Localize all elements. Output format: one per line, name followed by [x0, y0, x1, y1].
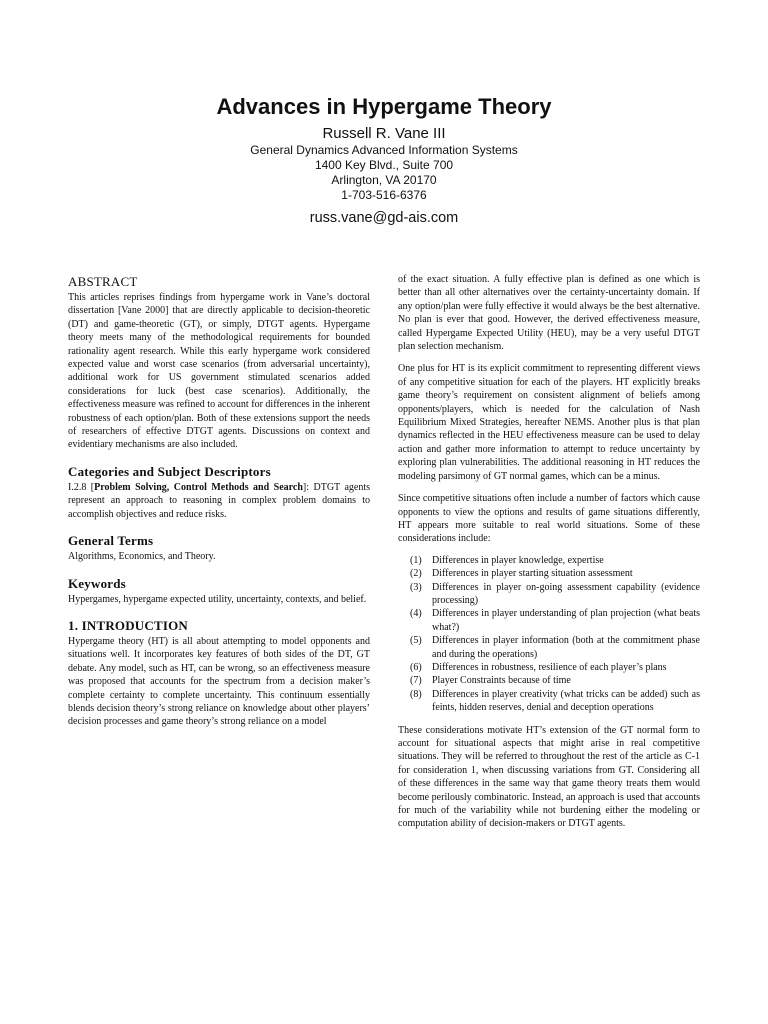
categories-section: [68, 464, 370, 521]
list-item: [398, 554, 700, 567]
body-paragraph: One plus for HT is its explicit commitment to representing different views of any competitive situation for each of the players. HT explicitly breaks game theory’s requirement on consistent alignment of beliefs among opponents/players, which is needed for the calculation of Nash Equilibrium Mixed Strategies, hereafter NEMS. Another plus is that plan dynamics reflected in the HEU effectiveness measure can be used to delay action and gather more information to attempt to reduce uncertainty by exploring plan vulnerabilities. The additional reasoning in HT reduces the modeling parsimony of GT normal games, which can be a minus.: [398, 363, 700, 482]
introduction-section: [68, 618, 370, 729]
categories-text: [68, 481, 370, 521]
keywords-section: [68, 576, 370, 606]
categories-heading: Categories and Subject Descriptors: [68, 463, 271, 479]
categories-code-title: Problem Solving, Control Methods and Search: [94, 481, 303, 493]
body-paragraph: of the exact situation. A fully effective plan is defined as one which is better than all other alternatives over the certainty-uncertainty domain. If any option/plan were fully effective it would always be the best alternative. No plan is ever that good. However, the derived effectiveness measure, called Hypergame Expected Utility (HEU), may be a very useful DTGT plan selection mechanism.: [398, 274, 700, 353]
general-terms-section: [68, 533, 370, 563]
list-item-number: (6): [410, 661, 422, 673]
list-item: [398, 674, 700, 687]
keywords-text: Hypergames, hypergame expected utility, uncertainty, contexts, and belief.: [68, 593, 367, 605]
abstract-text: This articles reprises findings from hypergame work in Vane’s doctoral dissertation [Vane 2000] that are directly applicable to decision-theoretic (DT) and game-theoretic (GT), or simply, DTGT agents. Hypergame theory meets many of the methodological requirements for bounded rationality agent research. While this early hypergame work considered expected value and worst case scenarios (from adversarial uncertainty), additional work for US government stimulated scenarios added considerations for luck (best case scenarios). Additionally, the effectiveness measure was refined to account for differences in the inherent robustness of each option/plan. Both of these extensions support the needs of researchers of effective DTGT agents. Discussions on context and evidentiary mechanisms are also included.: [68, 292, 370, 451]
list-item-text: Differences in player on-going assessment capability (evidence processing): [432, 581, 700, 606]
list-item: [398, 688, 700, 715]
list-item-text: Differences in player understanding of plan projection (what beats what?): [432, 608, 700, 633]
author-name: Russell R. Vane III: [322, 125, 446, 142]
list-item: [398, 634, 700, 661]
list-item: [398, 581, 700, 608]
author-phone: 1-703-516-6376: [341, 188, 427, 202]
author-affiliation: General Dynamics Advanced Information Systems: [250, 143, 518, 157]
author-address-line2: Arlington, VA 20170: [331, 173, 437, 187]
author-address-line1: 1400 Key Blvd., Suite 700: [314, 158, 454, 172]
keywords-heading: Keywords: [68, 575, 126, 591]
body-paragraph: These considerations motivate HT’s extension of the GT normal form to account for situational aspects that might arise in real competitive situations. They will be referred to throughout the rest of the article as C-1 for consideration 1, when discussing variations from GT. Considering all of these differences in the same way that game theory treats them would become perilously combinatoric. Instead, an approach is used that accounts for much of the variability while not burdening either the modeling or computation ability of decision-makers or DTGT agents.: [398, 724, 700, 830]
list-item-number: (1): [410, 554, 422, 566]
list-item-number: (4): [410, 608, 422, 620]
introduction-heading: 1. INTRODUCTION: [68, 617, 189, 633]
abstract-section: [68, 274, 370, 452]
left-column: [68, 273, 370, 729]
paper-title: Advances in Hypergame Theory: [216, 94, 552, 119]
list-item-number: (5): [410, 635, 422, 647]
list-item: [398, 567, 700, 580]
list-item-number: (3): [410, 581, 422, 593]
list-item: [398, 661, 700, 674]
paper-header: [0, 93, 768, 227]
list-item-text: Player Constraints because of time: [432, 675, 571, 687]
categories-code: I.2.8 [: [68, 481, 95, 493]
abstract-heading: ABSTRACT: [68, 274, 138, 289]
list-item-number: (2): [410, 568, 422, 580]
general-terms-heading: General Terms: [68, 533, 154, 549]
list-item-text: Differences in robustness, resilience of each player’s plans: [432, 661, 667, 673]
right-column: [398, 273, 700, 831]
categories-description: ]: DTGT agents represent an approach to reasoning in complex problem domains to accomplish objectives and reduce risks.: [68, 481, 371, 520]
list-item-text: Differences in player information (both at the commitment phase and during the operations): [432, 635, 700, 660]
list-item-text: Differences in player creativity (what tricks can be added) such as feints, hidden reserves, denial and deception operations: [432, 688, 700, 714]
list-item-number: (8): [410, 688, 422, 700]
list-item-number: (7): [410, 675, 422, 687]
list-item-text: Differences in player knowledge, expertise: [432, 554, 604, 566]
introduction-text: Hypergame theory (HT) is all about attempting to model opponents and situations well. It incorporates key features of both sides of the DT, GT debate. Any model, such as HT, can be wrong, so an effectiveness measure was proposed that accounts for the spectrum from a decision maker’s complete certainty to complete uncertainty. This continuum essentially blends decision theory’s strong reliance on knowledge about other players’ decision processes and game theory’s strong reliance on a model: [68, 635, 370, 728]
body-paragraph: Since competitive situations often include a number of factors which cause opponents to view the options and results of game situations differently, HT appears more suitable to real world situations. Some of these considerations include:: [398, 493, 700, 545]
general-terms-text: Algorithms, Economics, and Theory.: [68, 551, 216, 563]
considerations-list: [398, 554, 700, 715]
list-item-text: Differences in player starting situation assessment: [432, 568, 633, 580]
list-item: [398, 607, 700, 634]
author-email: russ.vane@gd-ais.com: [309, 210, 459, 226]
